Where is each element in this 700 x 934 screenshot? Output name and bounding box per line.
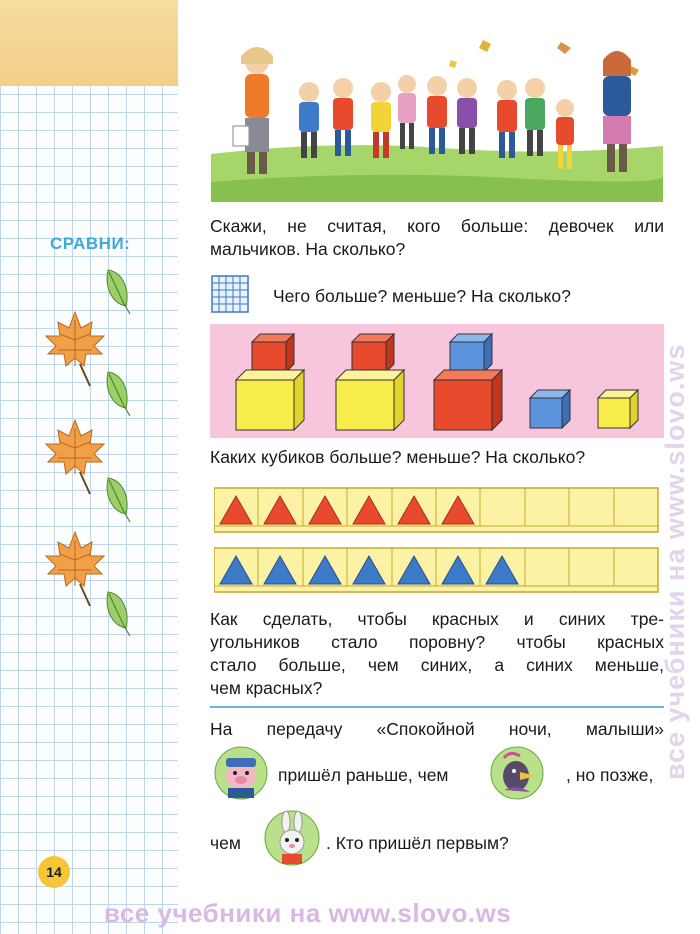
- cube-stack-small-red-on-large-yellow: [234, 332, 314, 432]
- cube-stack-small-red-on-large-yellow: [334, 332, 414, 432]
- maple-leaf-icon: [44, 530, 106, 608]
- maple-leaf-icon: [44, 418, 106, 496]
- question-girls-boys-line1: Скажи, не считая, кого больше: девочек или: [210, 216, 664, 236]
- question-triangles-line1: Как сделать, чтобы красных и синих тре-: [210, 609, 664, 629]
- section-divider: [210, 706, 664, 708]
- compare-label: СРАВНИ:: [50, 234, 131, 253]
- blue-triangles-strip: [214, 546, 660, 594]
- question-triangles-line2: угольников стало поровну? чтобы красных: [210, 632, 664, 652]
- puzzle-came-earlier: пришёл раньше, чем: [278, 765, 449, 785]
- piggy-avatar-icon: [214, 746, 268, 800]
- puzzle-who-first: . Кто пришёл первым?: [326, 833, 509, 853]
- green-leaf-icon: [100, 368, 134, 418]
- question-cubes: Каких кубиков больше? меньше? На сколько?: [210, 447, 586, 467]
- puzzle-than: чем: [210, 833, 241, 853]
- calculation-grid-icon: [211, 275, 249, 313]
- red-triangles-strip: [214, 486, 660, 534]
- question-triangles-line3: стало больше, чем синих, а синих меньше,: [210, 655, 664, 675]
- stepashka-rabbit-avatar-icon: [264, 810, 320, 866]
- cube-stack-small-blue-on-large-red: [432, 332, 512, 432]
- green-leaf-icon: [100, 588, 134, 638]
- karkusha-crow-avatar-icon: [490, 746, 544, 800]
- green-leaf-icon: [100, 474, 134, 524]
- margin-header-block: [0, 0, 178, 86]
- children-walk-illustration: [211, 36, 663, 202]
- maple-leaf-icon: [44, 310, 106, 388]
- cube-small-blue: [528, 388, 574, 432]
- watermark-bottom: все учебники на www.slovo.ws: [104, 898, 512, 928]
- question-triangles-line4: чем красных?: [210, 678, 323, 698]
- question-girls-boys-line2: мальчиков. На сколько?: [210, 239, 406, 259]
- green-leaf-icon: [100, 266, 134, 316]
- cube-small-yellow: [596, 388, 642, 432]
- question-more-less: Чего больше? меньше? На сколько?: [273, 286, 571, 306]
- page-number: 14: [38, 856, 70, 888]
- puzzle-but-later: , но позже,: [566, 765, 654, 785]
- puzzle-line1: На передачу «Спокойной ночи, малыши»: [210, 719, 664, 739]
- watermark-side: все учебники на www.slovo.ws: [660, 343, 690, 780]
